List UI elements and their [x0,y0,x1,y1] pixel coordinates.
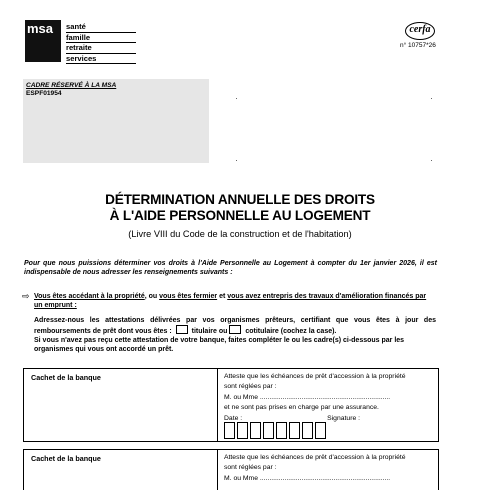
bank-attestation-text [224,372,434,424]
logo-line-retraite: retraite [66,43,136,54]
heading-sep: et [217,293,228,300]
bank-attestation-block [23,449,439,490]
cotitulaire-label: cotitulaire (cochez la case). [245,328,337,336]
logo-line-sante: santé [66,22,136,33]
date-digit-box[interactable] [250,422,261,439]
heading-fermier: vous êtes fermier [159,293,218,300]
bank-stamp-label: Cachet de la banque [31,373,101,382]
attestation-line: sont réglées par : [224,464,277,472]
heading-travaux: vous avez entrepris des travaux d'amélioration financés par un emprunt : [34,293,427,309]
cerfa-logo [405,22,435,40]
date-label: Date : [224,414,243,422]
reserved-msa-box [23,79,209,163]
heading-sep: , ou [144,293,160,300]
date-digit-box[interactable] [263,422,274,439]
address-corner-mark [236,98,237,99]
attestation-line: Atteste que les échéances de prêt d'accession à la propriété [224,373,406,380]
titulaire-checkbox[interactable] [176,325,188,334]
date-digit-box[interactable] [276,422,287,439]
bank-attestation-block [23,368,439,442]
document-subtitle: (Livre VIII du Code de la construction et de l'habitation) [128,229,352,239]
document-title-line1: DÉTERMINATION ANNUELLE DES DROITS [105,192,375,207]
instructions-text: Adressez-nous les attestations délivrées par vos organismes prêteurs, certifiant que vous êtes à jour des remboursements de prêt dont vous êtes : [34,317,436,336]
cerfa-logo-text: cerfa [409,24,431,35]
logo-line-services: services [66,54,136,65]
attestation-line: Atteste que les échéances de prêt d'accession à la propriété [224,454,406,461]
logo-line-famille: famille [66,33,136,44]
note-paragraph: Si vous n'avez pas reçu cette attestation de votre banque, faites compléter le ou les cadre(s) ci-dessous par les organismes qui vous ont accordé un prêt. [34,337,405,354]
address-corner-mark [431,160,432,161]
date-digit-box[interactable] [302,422,313,439]
instructions-paragraph [34,316,436,336]
section-heading [34,292,436,310]
reserved-box-code: ESPF01954 [26,90,62,97]
msa-logo-text: msa [27,21,54,36]
heading-accedant: Vous êtes accédant à la propriété [34,293,145,300]
address-corner-mark [431,98,432,99]
bank-stamp-cell[interactable] [24,450,218,490]
date-digit-box[interactable] [315,422,326,439]
reserved-box-title: CADRE RÉSERVÉ À LA MSA [26,82,117,89]
signature-label: Signature : [327,414,361,422]
bank-stamp-cell[interactable] [24,369,218,441]
msa-logo [25,20,61,62]
address-corner-mark [236,160,237,161]
document-title-line2: À L'AIDE PERSONNELLE AU LOGEMENT [109,208,371,223]
bank-stamp-label: Cachet de la banque [31,454,101,463]
intro-text: Pour que nous puissions déterminer vos droits à l'Aide Personnelle au Logement à compter du 1er janvier 2026, il est indispensable de nous adresser les renseignements suivants : [24,260,437,276]
borrower-name-field[interactable]: M. ou Mme ..................................................................... [224,474,391,482]
cotitulaire-checkbox[interactable] [229,325,241,334]
cerfa-number: n° 10757*26 [400,42,436,49]
date-digit-box[interactable] [224,422,235,439]
attestation-line: et ne sont pas prises en charge par une assurance. [224,404,379,412]
attestation-line: sont réglées par : [224,383,277,391]
arrow-right-icon: ⇨ [22,291,30,301]
msa-logo-lines [66,22,136,64]
titulaire-label: titulaire ou [191,328,228,336]
borrower-name-field[interactable]: M. ou Mme ..................................................................... [224,393,391,401]
date-digit-box[interactable] [289,422,300,439]
date-digit-box[interactable] [237,422,248,439]
date-input-boxes[interactable] [224,422,328,439]
